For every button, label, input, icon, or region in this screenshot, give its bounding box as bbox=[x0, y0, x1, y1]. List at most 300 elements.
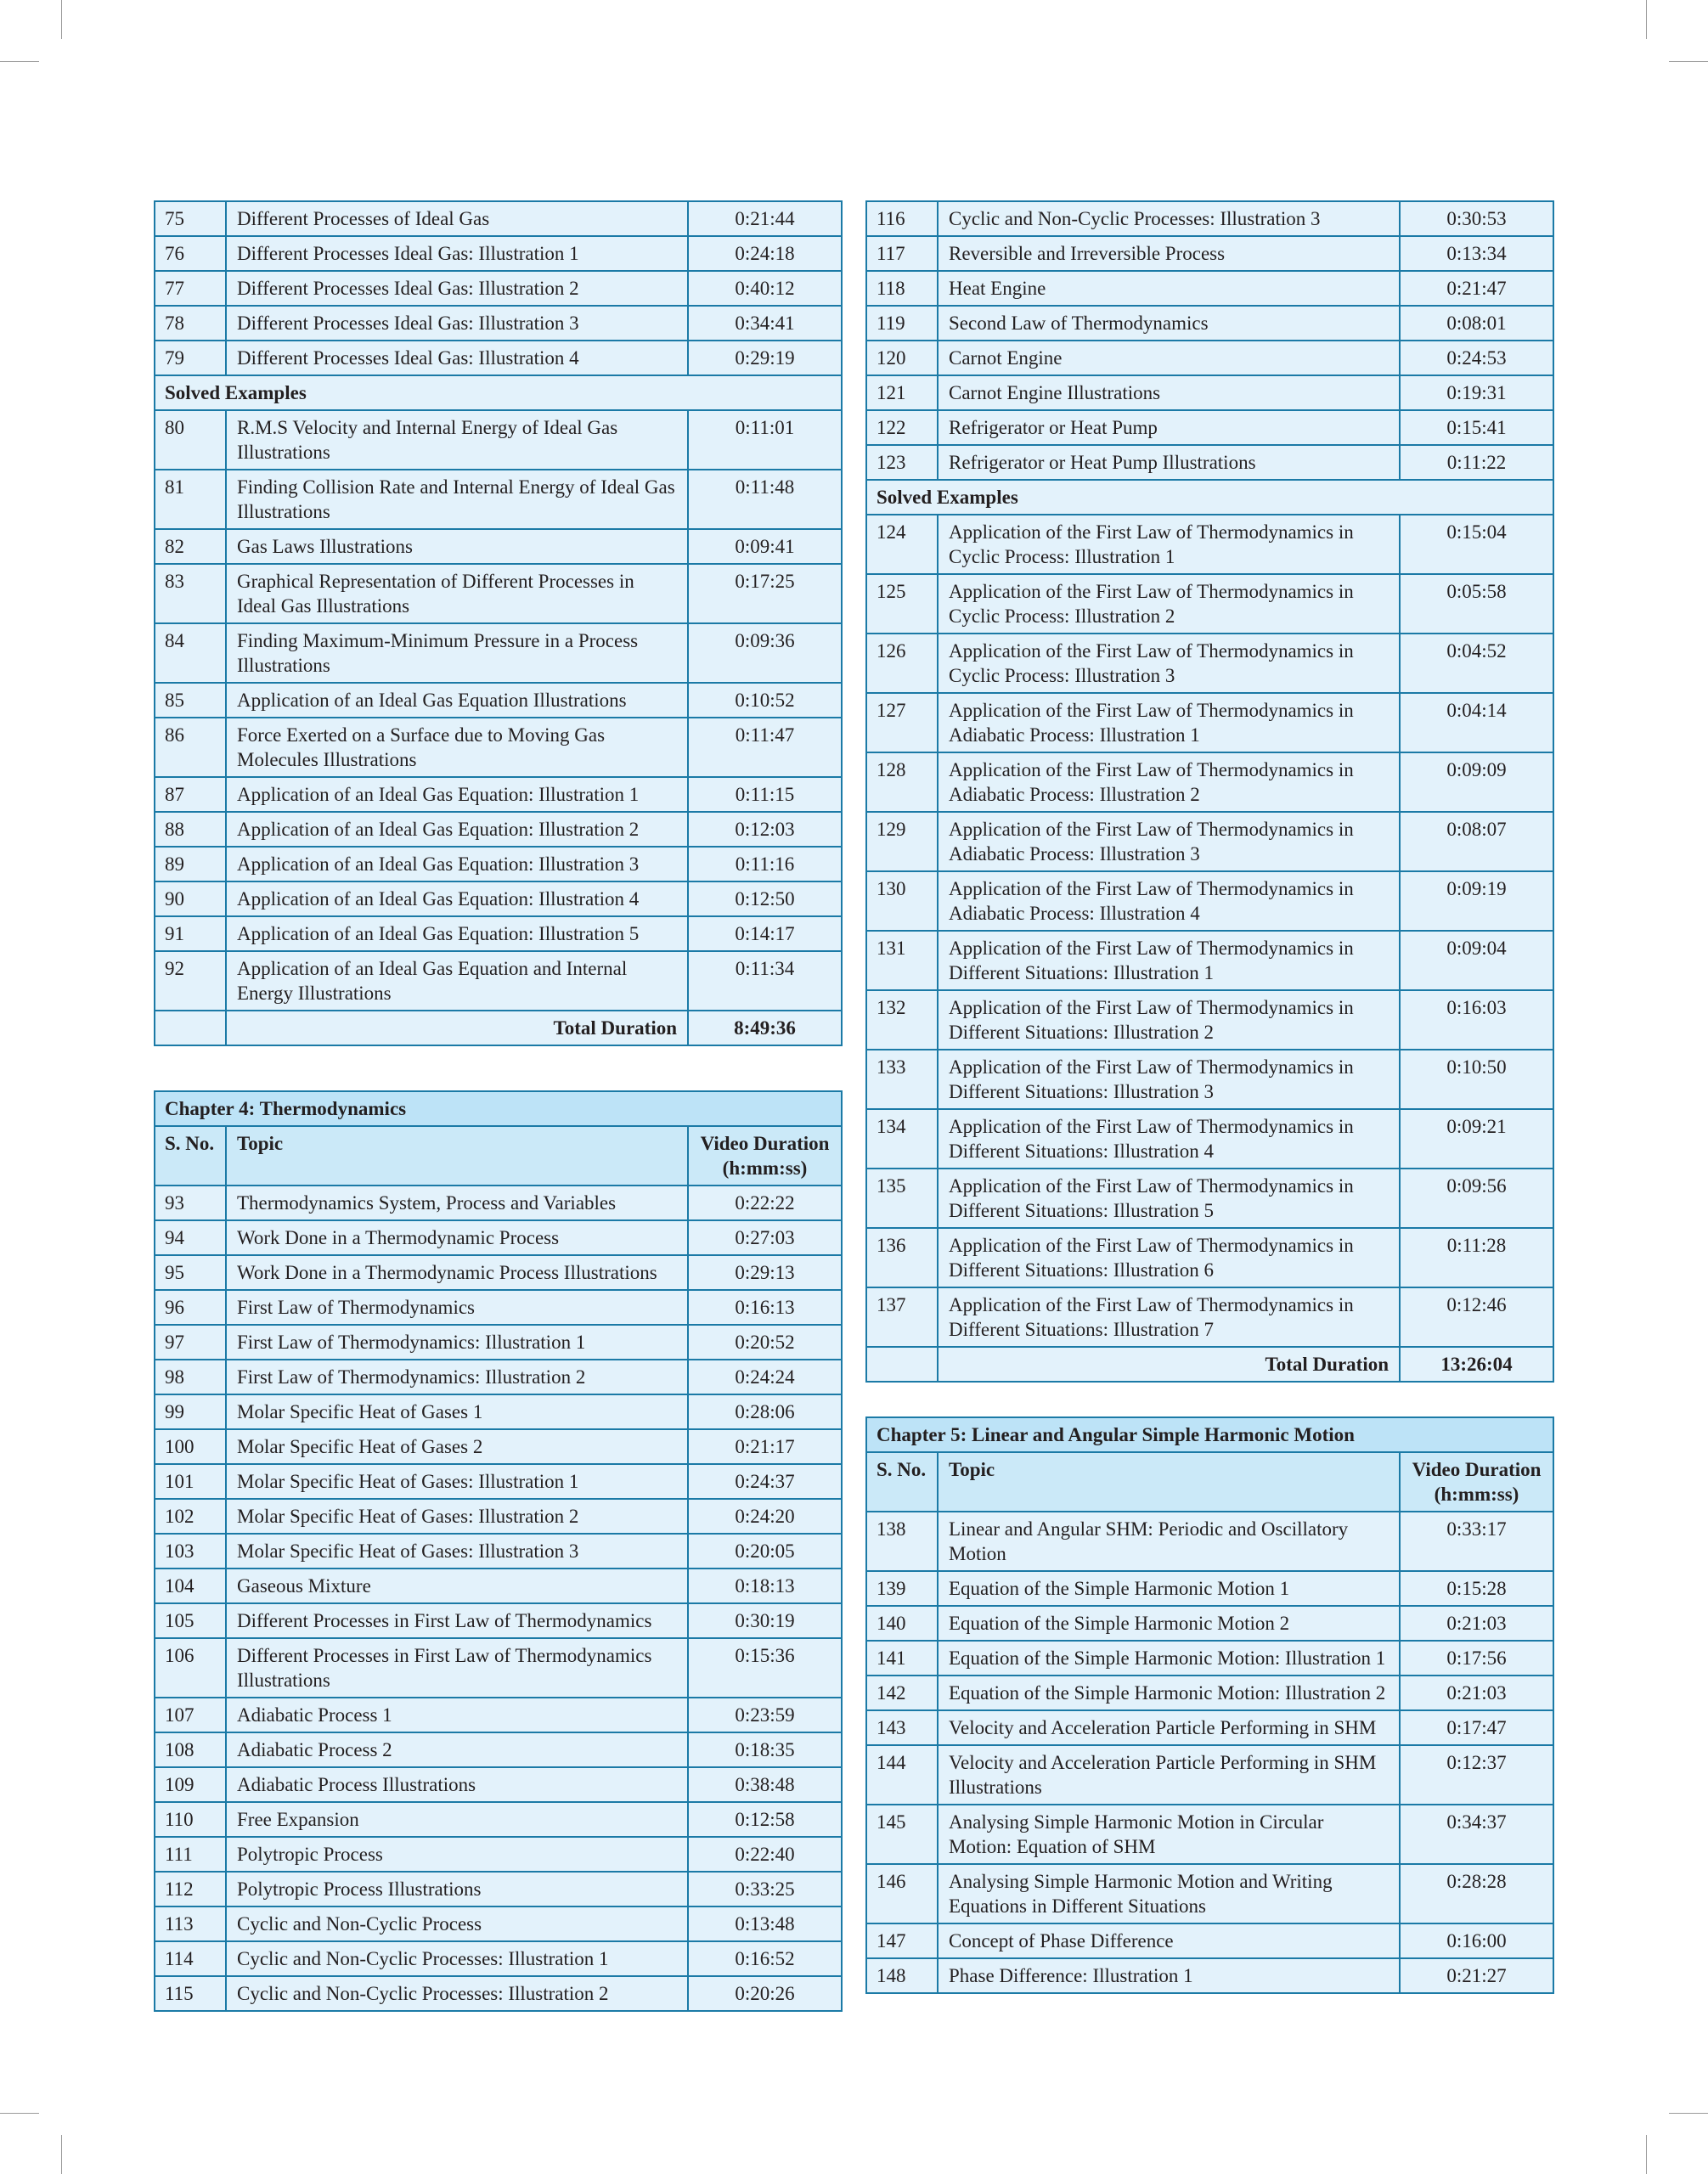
table-row bbox=[866, 445, 1553, 480]
header-sno: S. No. bbox=[866, 1452, 938, 1512]
total-duration-label: Total Duration bbox=[938, 1347, 1400, 1382]
chapter4-title: Chapter 4: Thermodynamics bbox=[155, 1091, 842, 1126]
serial-number-cell: 113 bbox=[155, 1906, 226, 1941]
serial-number-cell: 147 bbox=[866, 1923, 938, 1958]
topic-cell: Adiabatic Process 2 bbox=[226, 1732, 688, 1767]
duration-cell: 0:13:48 bbox=[688, 1906, 842, 1941]
serial-number-cell: 124 bbox=[866, 515, 938, 574]
serial-number-cell: 78 bbox=[155, 306, 226, 341]
topic-cell: Application of the First Law of Thermodynamics in Different Situations: Illustration 7 bbox=[938, 1287, 1400, 1347]
section-label: Solved Examples bbox=[866, 480, 1553, 515]
table-row bbox=[866, 1606, 1553, 1641]
table-row bbox=[155, 623, 842, 683]
topic-cell: First Law of Thermodynamics: Illustration 1 bbox=[226, 1325, 688, 1360]
topic-cell: Different Processes Ideal Gas: Illustration 1 bbox=[226, 236, 688, 271]
duration-cell: 0:40:12 bbox=[688, 271, 842, 306]
topic-cell: Application of the First Law of Thermodynamics in Adiabatic Process: Illustration 4 bbox=[938, 871, 1400, 931]
duration-cell: 0:21:03 bbox=[1400, 1676, 1553, 1710]
chapter4-table bbox=[154, 1090, 843, 2012]
duration-cell: 0:27:03 bbox=[688, 1220, 842, 1255]
table-row bbox=[155, 1872, 842, 1906]
topic-cell: First Law of Thermodynamics: Illustration 2 bbox=[226, 1360, 688, 1394]
table-row bbox=[866, 236, 1553, 271]
serial-number-cell: 131 bbox=[866, 931, 938, 990]
table-row bbox=[155, 1429, 842, 1464]
left-block1-total bbox=[155, 1011, 842, 1045]
serial-number-cell: 111 bbox=[155, 1837, 226, 1872]
duration-cell: 0:34:41 bbox=[688, 306, 842, 341]
topic-cell: Different Processes Ideal Gas: Illustration 2 bbox=[226, 271, 688, 306]
serial-number-cell: 136 bbox=[866, 1228, 938, 1287]
total-empty-cell bbox=[866, 1347, 938, 1382]
table-row bbox=[866, 990, 1553, 1050]
duration-cell: 0:29:13 bbox=[688, 1255, 842, 1290]
serial-number-cell: 77 bbox=[155, 271, 226, 306]
serial-number-cell: 125 bbox=[866, 574, 938, 634]
topic-cell: Application of the First Law of Thermodynamics in Adiabatic Process: Illustration 1 bbox=[938, 693, 1400, 752]
topic-cell: Adiabatic Process Illustrations bbox=[226, 1767, 688, 1802]
topic-cell: Molar Specific Heat of Gases: Illustration 1 bbox=[226, 1464, 688, 1499]
duration-cell: 0:13:34 bbox=[1400, 236, 1553, 271]
topic-cell: Work Done in a Thermodynamic Process bbox=[226, 1220, 688, 1255]
serial-number-cell: 87 bbox=[155, 777, 226, 812]
table-row bbox=[155, 201, 842, 236]
topic-cell: Equation of the Simple Harmonic Motion: Illustration 2 bbox=[938, 1676, 1400, 1710]
table-row bbox=[155, 1569, 842, 1603]
duration-cell: 0:16:00 bbox=[1400, 1923, 1553, 1958]
right-column bbox=[865, 200, 1554, 1994]
serial-number-cell: 129 bbox=[866, 812, 938, 871]
duration-cell: 0:11:16 bbox=[688, 847, 842, 881]
serial-number-cell: 123 bbox=[866, 445, 938, 480]
table-row bbox=[155, 1290, 842, 1325]
table-row bbox=[866, 634, 1553, 693]
topic-cell: Free Expansion bbox=[226, 1802, 688, 1837]
header-video-duration-line2: (h:mm:ss) bbox=[722, 1157, 808, 1179]
chapter-title-row bbox=[866, 1417, 1553, 1452]
topic-cell: Application of the First Law of Thermodynamics in Different Situations: Illustration 4 bbox=[938, 1109, 1400, 1169]
topic-cell: Finding Collision Rate and Internal Energy of Ideal Gas Illustrations bbox=[226, 470, 688, 529]
duration-cell: 0:30:19 bbox=[688, 1603, 842, 1638]
topic-cell: Cyclic and Non-Cyclic Processes: Illustration 3 bbox=[938, 201, 1400, 236]
table-row bbox=[866, 752, 1553, 812]
serial-number-cell: 101 bbox=[155, 1464, 226, 1499]
duration-cell: 0:12:58 bbox=[688, 1802, 842, 1837]
table-row bbox=[866, 1287, 1553, 1347]
serial-number-cell: 103 bbox=[155, 1534, 226, 1569]
table-row bbox=[866, 812, 1553, 871]
duration-cell: 0:12:46 bbox=[1400, 1287, 1553, 1347]
total-row bbox=[155, 1011, 842, 1045]
left-column bbox=[154, 200, 843, 2012]
topic-cell: Graphical Representation of Different Processes in Ideal Gas Illustrations bbox=[226, 564, 688, 623]
topic-cell: Linear and Angular SHM: Periodic and Oscillatory Motion bbox=[938, 1512, 1400, 1571]
duration-cell: 0:24:24 bbox=[688, 1360, 842, 1394]
topic-cell: Concept of Phase Difference bbox=[938, 1923, 1400, 1958]
duration-cell: 0:15:41 bbox=[1400, 410, 1553, 445]
serial-number-cell: 144 bbox=[866, 1745, 938, 1805]
table-row bbox=[155, 564, 842, 623]
duration-cell: 0:04:14 bbox=[1400, 693, 1553, 752]
serial-number-cell: 92 bbox=[155, 951, 226, 1011]
serial-number-cell: 119 bbox=[866, 306, 938, 341]
chapter-title-row bbox=[155, 1091, 842, 1126]
crop-mark-top-right-h bbox=[1669, 61, 1708, 62]
duration-cell: 0:21:44 bbox=[688, 201, 842, 236]
topic-cell: Gaseous Mixture bbox=[226, 1569, 688, 1603]
topic-cell: Reversible and Irreversible Process bbox=[938, 236, 1400, 271]
serial-number-cell: 84 bbox=[155, 623, 226, 683]
topic-cell: Force Exerted on a Surface due to Moving Gas Molecules Illustrations bbox=[226, 718, 688, 777]
right-block1-rows-b bbox=[866, 515, 1553, 1347]
topic-cell: Different Processes of Ideal Gas bbox=[226, 201, 688, 236]
table-row bbox=[155, 1534, 842, 1569]
duration-cell: 0:16:13 bbox=[688, 1290, 842, 1325]
serial-number-cell: 104 bbox=[155, 1569, 226, 1603]
serial-number-cell: 106 bbox=[155, 1638, 226, 1698]
topic-cell: R.M.S Velocity and Internal Energy of Ideal Gas Illustrations bbox=[226, 410, 688, 470]
serial-number-cell: 76 bbox=[155, 236, 226, 271]
topic-cell: Polytropic Process Illustrations bbox=[226, 1872, 688, 1906]
duration-cell: 0:15:28 bbox=[1400, 1571, 1553, 1606]
duration-cell: 0:24:53 bbox=[1400, 341, 1553, 375]
duration-cell: 0:21:27 bbox=[1400, 1958, 1553, 1993]
table-row bbox=[155, 718, 842, 777]
total-duration-value: 8:49:36 bbox=[688, 1011, 842, 1045]
table-row bbox=[155, 916, 842, 951]
chapter3-continued-table bbox=[154, 200, 843, 1046]
table-row bbox=[866, 871, 1553, 931]
table-row bbox=[155, 1906, 842, 1941]
right-block1-section bbox=[866, 480, 1553, 515]
serial-number-cell: 143 bbox=[866, 1710, 938, 1745]
topic-cell: Application of the First Law of Thermodynamics in Different Situations: Illustration 1 bbox=[938, 931, 1400, 990]
right-block1-rows-a bbox=[866, 201, 1553, 480]
duration-cell: 0:33:17 bbox=[1400, 1512, 1553, 1571]
table-row bbox=[866, 201, 1553, 236]
topic-cell: Application of the First Law of Thermodynamics in Adiabatic Process: Illustration 2 bbox=[938, 752, 1400, 812]
table-row bbox=[155, 1767, 842, 1802]
table-row bbox=[155, 1638, 842, 1698]
duration-cell: 0:14:17 bbox=[688, 916, 842, 951]
topic-cell: Cyclic and Non-Cyclic Processes: Illustration 2 bbox=[226, 1976, 688, 2011]
table-row bbox=[155, 1698, 842, 1732]
topic-cell: Application of the First Law of Thermodynamics in Different Situations: Illustration 2 bbox=[938, 990, 1400, 1050]
topic-cell: First Law of Thermodynamics bbox=[226, 1290, 688, 1325]
duration-cell: 0:33:25 bbox=[688, 1872, 842, 1906]
table-row bbox=[866, 515, 1553, 574]
crop-mark-bottom-left-v bbox=[61, 2135, 62, 2174]
topic-cell: Molar Specific Heat of Gases: Illustration 2 bbox=[226, 1499, 688, 1534]
topic-cell: Finding Maximum-Minimum Pressure in a Process Illustrations bbox=[226, 623, 688, 683]
chapter4-rows bbox=[155, 1186, 842, 2011]
serial-number-cell: 93 bbox=[155, 1186, 226, 1220]
left-block1-rows-a bbox=[155, 201, 842, 375]
table-row bbox=[155, 1941, 842, 1976]
serial-number-cell: 132 bbox=[866, 990, 938, 1050]
chapter5-table bbox=[865, 1416, 1554, 1994]
crop-mark-top-right-v bbox=[1646, 0, 1647, 39]
topic-cell: Equation of the Simple Harmonic Motion 1 bbox=[938, 1571, 1400, 1606]
serial-number-cell: 126 bbox=[866, 634, 938, 693]
duration-cell: 0:09:09 bbox=[1400, 752, 1553, 812]
serial-number-cell: 127 bbox=[866, 693, 938, 752]
topic-cell: Application of an Ideal Gas Equation: Illustration 5 bbox=[226, 916, 688, 951]
table-row bbox=[155, 1220, 842, 1255]
topic-cell: Polytropic Process bbox=[226, 1837, 688, 1872]
duration-cell: 0:34:37 bbox=[1400, 1805, 1553, 1864]
serial-number-cell: 122 bbox=[866, 410, 938, 445]
duration-cell: 0:20:52 bbox=[688, 1325, 842, 1360]
header-video-duration bbox=[1400, 1452, 1553, 1512]
duration-cell: 0:09:36 bbox=[688, 623, 842, 683]
table-row bbox=[155, 410, 842, 470]
serial-number-cell: 142 bbox=[866, 1676, 938, 1710]
serial-number-cell: 96 bbox=[155, 1290, 226, 1325]
right-block1-total bbox=[866, 1347, 1553, 1382]
table-row bbox=[155, 881, 842, 916]
header-video-duration-line1: Video Duration bbox=[1412, 1459, 1542, 1480]
topic-cell: Gas Laws Illustrations bbox=[226, 529, 688, 564]
table-row bbox=[155, 1325, 842, 1360]
table-row bbox=[866, 574, 1553, 634]
serial-number-cell: 94 bbox=[155, 1220, 226, 1255]
duration-cell: 0:09:04 bbox=[1400, 931, 1553, 990]
topic-cell: Application of an Ideal Gas Equation Illustrations bbox=[226, 683, 688, 718]
chapter4-head bbox=[155, 1091, 842, 1186]
header-video-duration-line2: (h:mm:ss) bbox=[1434, 1484, 1519, 1505]
duration-cell: 0:12:50 bbox=[688, 881, 842, 916]
table-row bbox=[866, 375, 1553, 410]
serial-number-cell: 116 bbox=[866, 201, 938, 236]
duration-cell: 0:21:03 bbox=[1400, 1606, 1553, 1641]
chapter4-continued-table bbox=[865, 200, 1554, 1383]
table-row bbox=[866, 1710, 1553, 1745]
table-row bbox=[155, 847, 842, 881]
topic-cell: Application of the First Law of Thermodynamics in Cyclic Process: Illustration 2 bbox=[938, 574, 1400, 634]
table-row bbox=[155, 1837, 842, 1872]
serial-number-cell: 102 bbox=[155, 1499, 226, 1534]
duration-cell: 0:22:40 bbox=[688, 1837, 842, 1872]
duration-cell: 0:21:47 bbox=[1400, 271, 1553, 306]
table-row bbox=[866, 1676, 1553, 1710]
duration-cell: 0:24:20 bbox=[688, 1499, 842, 1534]
serial-number-cell: 107 bbox=[155, 1698, 226, 1732]
table-row bbox=[866, 1958, 1553, 1993]
table-row bbox=[155, 1603, 842, 1638]
table-row bbox=[866, 410, 1553, 445]
total-duration-label: Total Duration bbox=[226, 1011, 688, 1045]
total-empty-cell bbox=[155, 1011, 226, 1045]
table-row bbox=[866, 693, 1553, 752]
table-row bbox=[155, 529, 842, 564]
serial-number-cell: 108 bbox=[155, 1732, 226, 1767]
table-row bbox=[155, 1802, 842, 1837]
duration-cell: 0:10:52 bbox=[688, 683, 842, 718]
duration-cell: 0:30:53 bbox=[1400, 201, 1553, 236]
left-block1-rows-b bbox=[155, 410, 842, 1011]
serial-number-cell: 134 bbox=[866, 1109, 938, 1169]
topic-cell: Equation of the Simple Harmonic Motion 2 bbox=[938, 1606, 1400, 1641]
topic-cell: Refrigerator or Heat Pump Illustrations bbox=[938, 445, 1400, 480]
crop-mark-top-left-v bbox=[61, 0, 62, 39]
serial-number-cell: 75 bbox=[155, 201, 226, 236]
duration-cell: 0:17:56 bbox=[1400, 1641, 1553, 1676]
table-row bbox=[866, 271, 1553, 306]
chapter5-rows bbox=[866, 1512, 1553, 1993]
duration-cell: 0:09:19 bbox=[1400, 871, 1553, 931]
table-row bbox=[155, 341, 842, 375]
duration-cell: 0:28:06 bbox=[688, 1394, 842, 1429]
duration-cell: 0:11:22 bbox=[1400, 445, 1553, 480]
table-row bbox=[866, 1050, 1553, 1109]
serial-number-cell: 89 bbox=[155, 847, 226, 881]
duration-cell: 0:18:35 bbox=[688, 1732, 842, 1767]
topic-cell: Cyclic and Non-Cyclic Process bbox=[226, 1906, 688, 1941]
header-topic: Topic bbox=[226, 1126, 688, 1186]
table-row bbox=[866, 1109, 1553, 1169]
topic-cell: Molar Specific Heat of Gases 1 bbox=[226, 1394, 688, 1429]
duration-cell: 0:11:34 bbox=[688, 951, 842, 1011]
table-row bbox=[155, 812, 842, 847]
serial-number-cell: 91 bbox=[155, 916, 226, 951]
serial-number-cell: 110 bbox=[155, 1802, 226, 1837]
header-topic: Topic bbox=[938, 1452, 1400, 1512]
topic-cell: Analysing Simple Harmonic Motion and Writing Equations in Different Situations bbox=[938, 1864, 1400, 1923]
serial-number-cell: 80 bbox=[155, 410, 226, 470]
table-row bbox=[155, 470, 842, 529]
topic-cell: Analysing Simple Harmonic Motion in Circular Motion: Equation of SHM bbox=[938, 1805, 1400, 1864]
duration-cell: 0:11:01 bbox=[688, 410, 842, 470]
table-row bbox=[866, 1745, 1553, 1805]
header-video-duration-line1: Video Duration bbox=[700, 1133, 830, 1154]
table-row bbox=[866, 1805, 1553, 1864]
serial-number-cell: 146 bbox=[866, 1864, 938, 1923]
duration-cell: 0:11:47 bbox=[688, 718, 842, 777]
table-row bbox=[866, 1228, 1553, 1287]
table-row bbox=[155, 951, 842, 1011]
topic-cell: Application of an Ideal Gas Equation: Illustration 4 bbox=[226, 881, 688, 916]
section-row bbox=[866, 480, 1553, 515]
topic-cell: Molar Specific Heat of Gases: Illustration 3 bbox=[226, 1534, 688, 1569]
topic-cell: Velocity and Acceleration Particle Performing in SHM bbox=[938, 1710, 1400, 1745]
serial-number-cell: 121 bbox=[866, 375, 938, 410]
serial-number-cell: 90 bbox=[155, 881, 226, 916]
crop-mark-bottom-right-v bbox=[1646, 2135, 1647, 2174]
serial-number-cell: 133 bbox=[866, 1050, 938, 1109]
duration-cell: 0:17:25 bbox=[688, 564, 842, 623]
topic-cell: Application of an Ideal Gas Equation and Internal Energy Illustrations bbox=[226, 951, 688, 1011]
topic-cell: Equation of the Simple Harmonic Motion: Illustration 1 bbox=[938, 1641, 1400, 1676]
duration-cell: 0:16:52 bbox=[688, 1941, 842, 1976]
table-row bbox=[155, 1394, 842, 1429]
section-row bbox=[155, 375, 842, 410]
header-video-duration bbox=[688, 1126, 842, 1186]
serial-number-cell: 98 bbox=[155, 1360, 226, 1394]
duration-cell: 0:11:28 bbox=[1400, 1228, 1553, 1287]
table-row bbox=[866, 1641, 1553, 1676]
topic-cell: Different Processes Ideal Gas: Illustration 3 bbox=[226, 306, 688, 341]
duration-cell: 0:20:26 bbox=[688, 1976, 842, 2011]
crop-mark-bottom-right-h bbox=[1669, 2113, 1708, 2114]
serial-number-cell: 79 bbox=[155, 341, 226, 375]
serial-number-cell: 97 bbox=[155, 1325, 226, 1360]
table-row bbox=[866, 341, 1553, 375]
duration-cell: 0:19:31 bbox=[1400, 375, 1553, 410]
topic-cell: Carnot Engine Illustrations bbox=[938, 375, 1400, 410]
table-row bbox=[155, 1186, 842, 1220]
chapter5-title: Chapter 5: Linear and Angular Simple Harmonic Motion bbox=[866, 1417, 1553, 1452]
serial-number-cell: 86 bbox=[155, 718, 226, 777]
topic-cell: Refrigerator or Heat Pump bbox=[938, 410, 1400, 445]
topic-cell: Application of an Ideal Gas Equation: Illustration 1 bbox=[226, 777, 688, 812]
serial-number-cell: 95 bbox=[155, 1255, 226, 1290]
header-sno: S. No. bbox=[155, 1126, 226, 1186]
duration-cell: 0:08:01 bbox=[1400, 306, 1553, 341]
duration-cell: 0:16:03 bbox=[1400, 990, 1553, 1050]
duration-cell: 0:05:58 bbox=[1400, 574, 1553, 634]
total-row bbox=[866, 1347, 1553, 1382]
table-row bbox=[866, 1864, 1553, 1923]
duration-cell: 0:11:48 bbox=[688, 470, 842, 529]
duration-cell: 0:24:37 bbox=[688, 1464, 842, 1499]
topic-cell: Application of an Ideal Gas Equation: Illustration 2 bbox=[226, 812, 688, 847]
serial-number-cell: 109 bbox=[155, 1767, 226, 1802]
duration-cell: 0:22:22 bbox=[688, 1186, 842, 1220]
serial-number-cell: 114 bbox=[155, 1941, 226, 1976]
duration-cell: 0:10:50 bbox=[1400, 1050, 1553, 1109]
serial-number-cell: 85 bbox=[155, 683, 226, 718]
duration-cell: 0:08:07 bbox=[1400, 812, 1553, 871]
duration-cell: 0:38:48 bbox=[688, 1767, 842, 1802]
duration-cell: 0:11:15 bbox=[688, 777, 842, 812]
topic-cell: Thermodynamics System, Process and Variables bbox=[226, 1186, 688, 1220]
topic-cell: Adiabatic Process 1 bbox=[226, 1698, 688, 1732]
topic-cell: Application of an Ideal Gas Equation: Illustration 3 bbox=[226, 847, 688, 881]
topic-cell: Application of the First Law of Thermodynamics in Different Situations: Illustration 6 bbox=[938, 1228, 1400, 1287]
table-row bbox=[866, 1169, 1553, 1228]
table-row bbox=[155, 306, 842, 341]
table-row bbox=[155, 1360, 842, 1394]
table-row bbox=[155, 777, 842, 812]
serial-number-cell: 82 bbox=[155, 529, 226, 564]
serial-number-cell: 130 bbox=[866, 871, 938, 931]
serial-number-cell: 138 bbox=[866, 1512, 938, 1571]
topic-cell: Application of the First Law of Thermodynamics in Different Situations: Illustration 5 bbox=[938, 1169, 1400, 1228]
duration-cell: 0:09:41 bbox=[688, 529, 842, 564]
table-row bbox=[866, 1512, 1553, 1571]
serial-number-cell: 112 bbox=[155, 1872, 226, 1906]
total-duration-value: 13:26:04 bbox=[1400, 1347, 1553, 1382]
table-row bbox=[155, 236, 842, 271]
duration-cell: 0:09:21 bbox=[1400, 1109, 1553, 1169]
serial-number-cell: 81 bbox=[155, 470, 226, 529]
topic-cell: Molar Specific Heat of Gases 2 bbox=[226, 1429, 688, 1464]
table-row bbox=[155, 271, 842, 306]
duration-cell: 0:29:19 bbox=[688, 341, 842, 375]
serial-number-cell: 115 bbox=[155, 1976, 226, 2011]
topic-cell: Different Processes in First Law of Thermodynamics Illustrations bbox=[226, 1638, 688, 1698]
table-row bbox=[866, 1923, 1553, 1958]
duration-cell: 0:21:17 bbox=[688, 1429, 842, 1464]
topic-cell: Different Processes in First Law of Thermodynamics bbox=[226, 1603, 688, 1638]
topic-cell: Different Processes Ideal Gas: Illustration 4 bbox=[226, 341, 688, 375]
topic-cell: Cyclic and Non-Cyclic Processes: Illustration 1 bbox=[226, 1941, 688, 1976]
serial-number-cell: 141 bbox=[866, 1641, 938, 1676]
topic-cell: Application of the First Law of Thermodynamics in Cyclic Process: Illustration 1 bbox=[938, 515, 1400, 574]
topic-cell: Application of the First Law of Thermodynamics in Adiabatic Process: Illustration 3 bbox=[938, 812, 1400, 871]
duration-cell: 0:15:04 bbox=[1400, 515, 1553, 574]
